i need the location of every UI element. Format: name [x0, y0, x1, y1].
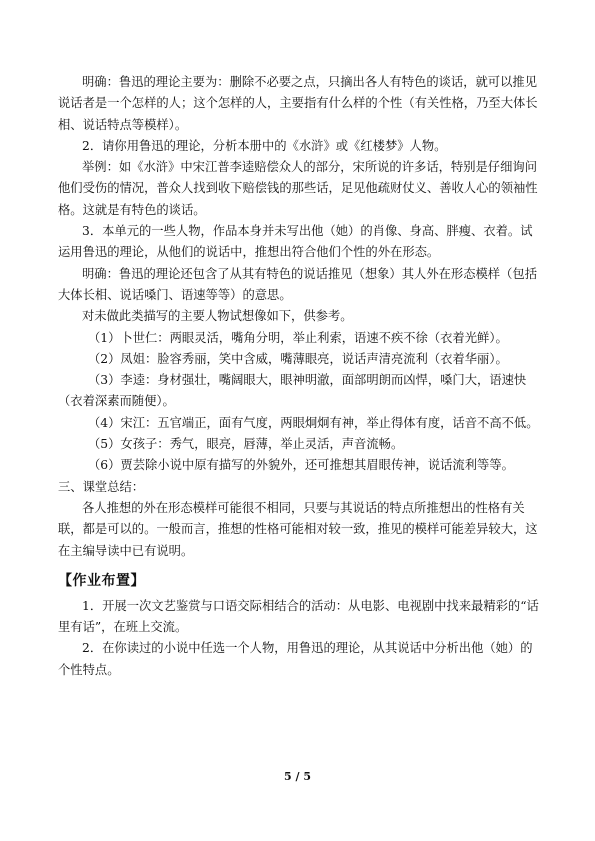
paragraph: 3．本单元的一些人物，作品本身并未写出他（她）的肖像、身高、胖瘦、衣着。试运用鲁迅的理论，从他们的说话中，推想出符合他们个性的外在形态。 [58, 224, 533, 260]
paragraph: （3）李逵：身材强壮，嘴阔眼大，眼神明澈，面部明朗而凶悍，嗓门大，语速快（衣着深素而随便）。 [58, 373, 527, 409]
paragraph: （5）女孩子：秀气，眼亮，唇薄，举止灵活，声音流畅。 [88, 437, 404, 452]
paragraph: 各人推想的外在形态模样可能很不相同，只要与其说话的特点所推想出的性格有关联，都是可以的。一般而言，推想的性格可能相对较一致，推见的模样可能差异较大，这在主编导读中已有说明。 [58, 500, 538, 558]
section-title: 【作业布置】 [58, 572, 145, 589]
paragraph: 1．开展一次文艺鉴赏与口语交际相结合的活动：从电影、电视剧中找来最精彩的“话里有话”，在班上交流。 [58, 598, 539, 635]
paragraph: （2）凤姐：脸容秀丽，笑中含威，嘴薄眼亮，说话声清亮流利（衣着华丽）。 [88, 351, 508, 366]
paragraph: 2．在你读过的小说中任选一个人物，用鲁迅的理论，从其说话中分析出他（她）的个性特点。 [58, 641, 533, 677]
page-number: 5 / 5 [284, 770, 311, 783]
paragraph: 三、课堂总结： [58, 479, 145, 494]
paragraph: 明确：鲁迅的理论还包含了从其有特色的说话推见（想象）其人外在形态模样（包括大体长相、说话嗓门、语速等等）的意思。 [58, 266, 537, 302]
paragraph: 2．请你用鲁迅的理论，分析本册中的《水浒》或《红楼梦》人物。 [82, 138, 447, 153]
paragraph: 明确：鲁迅的理论主要为：删除不必要之点，只摘出各人有特色的谈话，就可以推见说话者是一个怎样的人；这个怎样的人，主要指有什么样的个性（有关性格，乃至大体长相、说话特点等模样）。 [58, 75, 538, 132]
paragraph: 举例：如《水浒》中宋江普李逵赔偿众人的部分，宋所说的许多话，特别是仔细询问他们受伤的情况，普众人找到收下赔偿钱的那些话，足见他疏财仗义、善收人心的领袖性格。这就是有特色的谈话。 [58, 160, 538, 217]
paragraph: 对未做此类描写的主要人物试想像如下，供参考。 [82, 309, 353, 324]
paragraph: （1）卜世仁：两眼灵活，嘴角分明，举止利索，语速不疾不徐（衣着光鲜）。 [88, 330, 508, 345]
assignment-text [58, 596, 543, 681]
page-content [58, 72, 543, 681]
body-text [58, 72, 543, 562]
paragraph: （6）贾芸除小说中原有描写的外貌外，还可推想其眉眼传神，说话流利等等。 [88, 458, 514, 473]
paragraph: （4）宋江：五官端正，面有气度，两眼炯炯有神，举止得体有度，话音不高不低。 [88, 415, 539, 430]
